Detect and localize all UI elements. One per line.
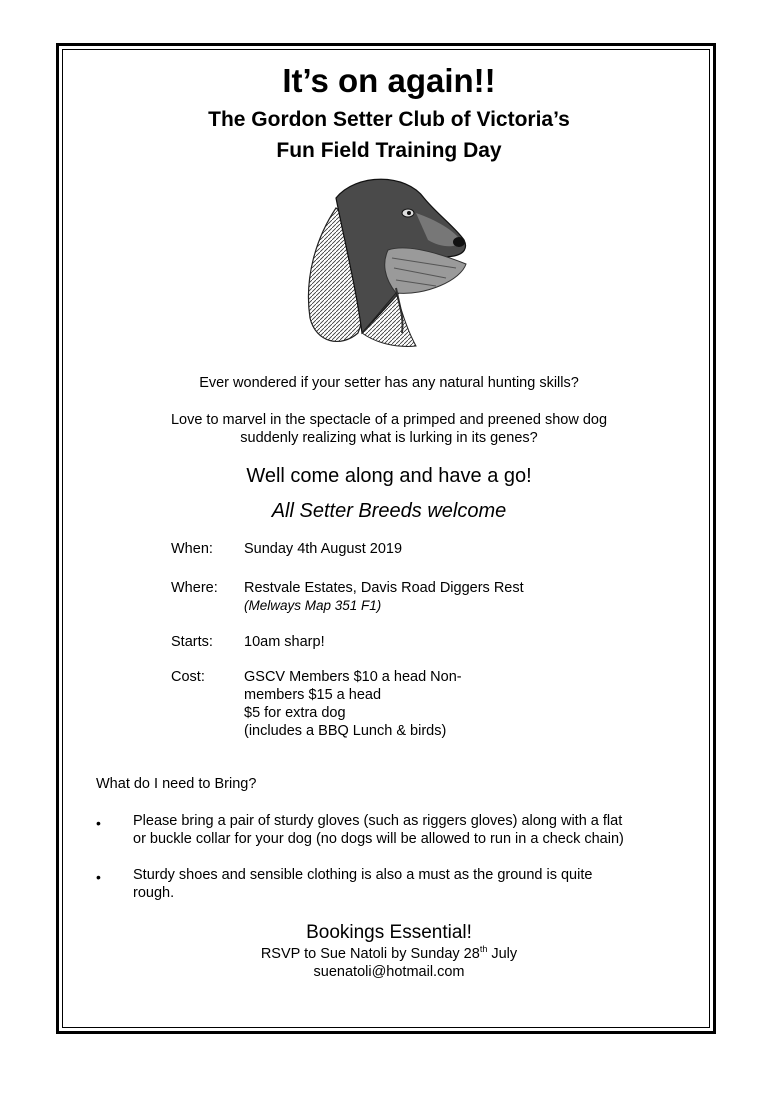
- rsvp-line: [0, 946, 778, 962]
- cost-line: members $15 a head: [244, 687, 382, 703]
- where-value: Restvale Estates, Davis Road Diggers Rest: [244, 580, 524, 596]
- show-dog-question-line1: Love to marvel in the spectacle of a primped and preened show dog: [170, 412, 608, 428]
- cost-line: GSCV Members $10 a head Non-: [244, 669, 462, 685]
- event-name-heading: Fun Field Training Day: [276, 139, 502, 162]
- bring-item-gloves-line2: or buckle collar for your dog (no dogs will be allowed to run in a check chain): [133, 831, 624, 847]
- starts-value: 10am sharp!: [244, 634, 325, 650]
- bring-item-shoes-line2: rough.: [133, 885, 175, 901]
- bring-item-shoes-line1: Sturdy shoes and sensible clothing is also a must as the ground is quite: [133, 867, 593, 883]
- breeds-welcome-line: All Setter Breeds welcome: [271, 500, 507, 522]
- invitation-line: Well come along and have a go!: [246, 465, 532, 487]
- starts-label: Starts:: [171, 634, 213, 650]
- rsvp-text: RSVP to Sue Natoli by Sunday 28: [260, 946, 480, 962]
- map-reference: (Melways Map 351 F1): [244, 598, 382, 613]
- rsvp-month: July: [487, 946, 518, 962]
- cost-label: Cost:: [171, 669, 205, 685]
- bullet-icon: •: [96, 815, 101, 831]
- contact-email: suenatoli@hotmail.com: [313, 964, 465, 980]
- gordon-setter-illustration: [296, 168, 484, 360]
- bring-heading: What do I need to Bring?: [96, 776, 257, 792]
- when-value: Sunday 4th August 2019: [244, 541, 403, 557]
- hunting-skills-question: Ever wondered if your setter has any natural hunting skills?: [199, 375, 579, 391]
- bring-item-gloves-line1: Please bring a pair of sturdy gloves (such as riggers gloves) along with a flat: [133, 813, 623, 829]
- bookings-heading: Bookings Essential!: [306, 922, 472, 943]
- cost-line: $5 for extra dog: [244, 705, 346, 721]
- show-dog-question-line2: suddenly realizing what is lurking in its genes?: [240, 430, 538, 446]
- where-label: Where:: [171, 580, 218, 596]
- rsvp-ordinal: th: [479, 944, 488, 955]
- flyer-title: It’s on again!!: [282, 62, 496, 99]
- when-label: When:: [171, 541, 213, 557]
- cost-line: (includes a BBQ Lunch & birds): [244, 723, 447, 739]
- bullet-icon: •: [96, 869, 101, 885]
- club-name-heading: The Gordon Setter Club of Victoria’s: [208, 108, 570, 131]
